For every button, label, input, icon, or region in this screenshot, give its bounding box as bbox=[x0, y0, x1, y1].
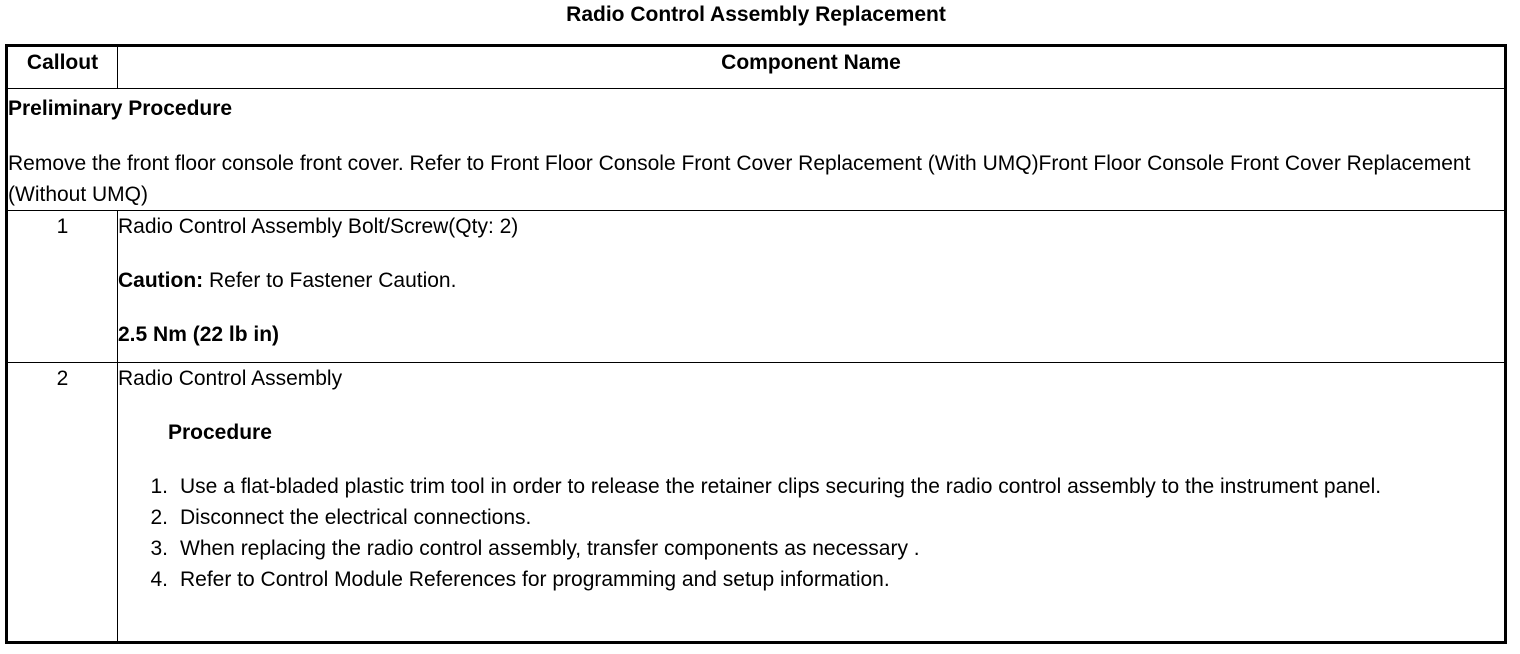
step-text: Use a flat-bladed plastic trim tool in order to release the retainer clips securing the radio control assembly to the instrument panel. bbox=[180, 475, 1382, 498]
step-text: Refer to Control Module References for programming and setup information. bbox=[180, 568, 890, 591]
torque-spec: 2.5 Nm (22 lb in) bbox=[118, 323, 280, 346]
caution-line bbox=[118, 265, 1504, 296]
component-cell bbox=[118, 363, 1506, 643]
component-name: Radio Control Assembly Bolt/Screw(Qty: 2) bbox=[118, 215, 519, 238]
document-title: Radio Control Assembly Replacement bbox=[566, 3, 946, 26]
table-row bbox=[7, 211, 1506, 363]
component-cell bbox=[118, 211, 1506, 363]
preliminary-cell bbox=[7, 89, 1506, 211]
component-table bbox=[5, 44, 1507, 644]
preliminary-heading: Preliminary Procedure bbox=[8, 97, 233, 120]
header-component-name: Component Name bbox=[118, 46, 1506, 89]
table-row bbox=[7, 363, 1506, 643]
caution-label: Caution: bbox=[118, 269, 204, 292]
preliminary-text: Remove the front floor console front cover. Refer to Front Floor Console Front Cover Replacement (With UMQ)Front Floor Console Front Cover Replacement (Without UMQ) bbox=[8, 152, 1471, 206]
procedure-steps bbox=[118, 471, 1504, 595]
callout-number: 2 bbox=[7, 363, 118, 643]
procedure-title: Procedure bbox=[168, 421, 272, 444]
step-number: 2. bbox=[150, 506, 168, 529]
step-text: Disconnect the electrical connections. bbox=[180, 506, 532, 529]
list-item bbox=[118, 564, 1504, 595]
list-item bbox=[118, 533, 1504, 564]
component-name: Radio Control Assembly bbox=[118, 367, 343, 390]
header-callout: Callout bbox=[7, 46, 118, 89]
step-number: 4. bbox=[150, 568, 168, 591]
step-number: 3. bbox=[150, 537, 168, 560]
list-item bbox=[118, 471, 1504, 502]
step-text: When replacing the radio control assembly, transfer components as necessary . bbox=[180, 537, 920, 560]
callout-number: 1 bbox=[7, 211, 118, 363]
caution-text: Refer to Fastener Caution. bbox=[203, 269, 457, 292]
step-number: 1. bbox=[150, 475, 168, 498]
preliminary-row bbox=[7, 89, 1506, 211]
header-row bbox=[7, 46, 1506, 89]
list-item bbox=[118, 502, 1504, 533]
